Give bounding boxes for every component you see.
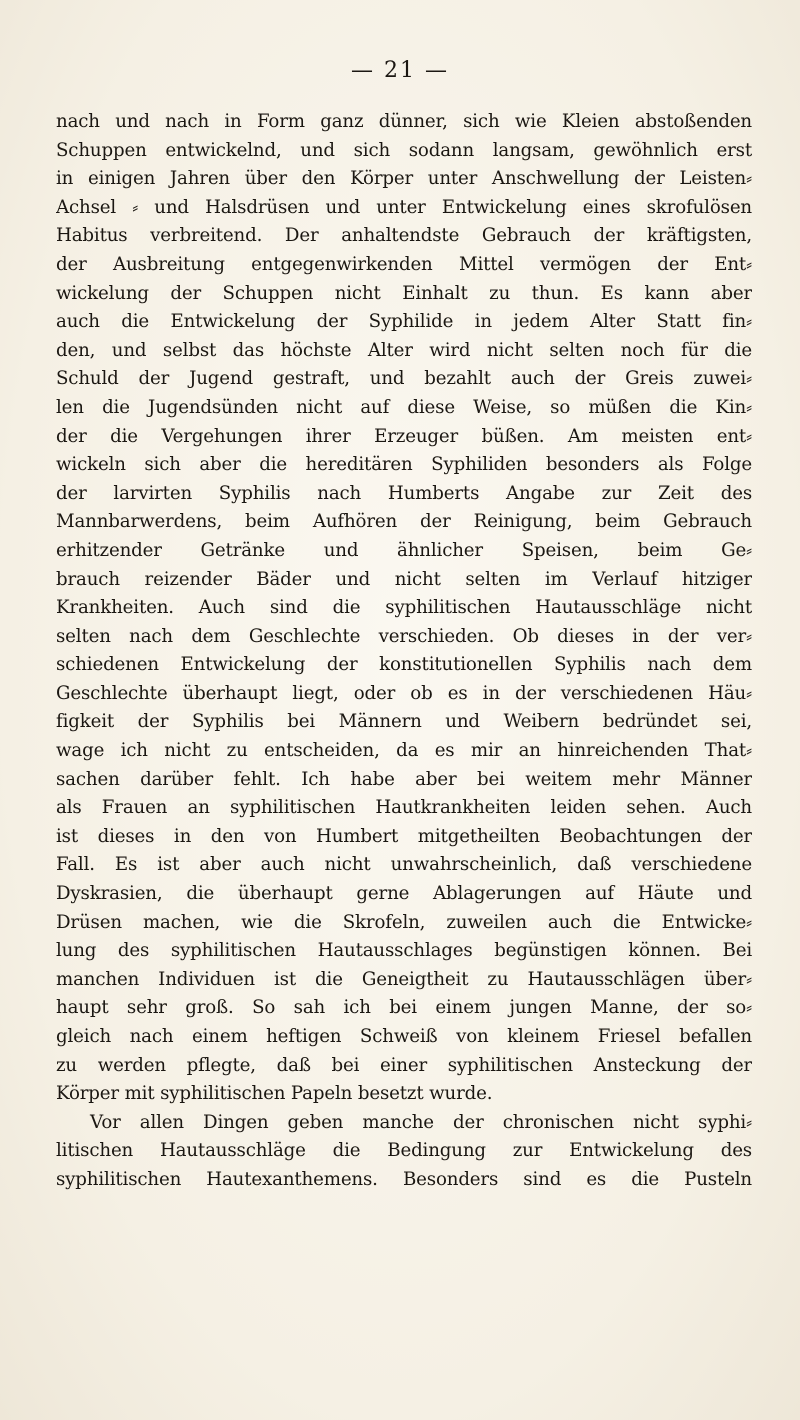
text-line: lung des syphilitischen Hautausschlages begünstigen können. Bei bbox=[56, 940, 752, 962]
text-line: Geschlechte überhaupt liegt, oder ob es in der verschiedenen Häu⸗ bbox=[56, 682, 752, 704]
text-line: syphilitischen Hautexanthemens. Besonders sind es die Pusteln bbox=[56, 1168, 752, 1190]
text-line: litischen Hautausschläge die Bedingung zur Entwickelung des bbox=[56, 1140, 752, 1162]
text-line: Schuppen entwickelnd, und sich sodann langsam, gewöhnlich erst bbox=[56, 139, 752, 161]
text-line: selten nach dem Geschlechte verschieden. Ob dieses in der ver⸗ bbox=[56, 625, 752, 647]
text-line: brauch reizender Bäder und nicht selten im Verlauf hitziger bbox=[56, 568, 752, 590]
text-line: der die Vergehungen ihrer Erzeuger büßen. Am meisten ent⸗ bbox=[56, 425, 752, 447]
text-line: in einigen Jahren über den Körper unter Anschwellung der Leisten⸗ bbox=[56, 168, 752, 190]
text-line: Fall. Es ist aber auch nicht unwahrscheinlich, daß verschiedene bbox=[56, 854, 752, 876]
text-line: den, und selbst das höchste Alter wird nicht selten noch für die bbox=[56, 339, 752, 361]
text-line: zu werden pflegte, daß bei einer syphilitischen Ansteckung der bbox=[56, 1054, 752, 1076]
body-text bbox=[56, 108, 752, 1195]
text-line: Körper mit syphilitischen Papeln besetzt wurde. bbox=[56, 1083, 493, 1105]
text-line: Schuld der Jugend gestraft, und bezahlt auch der Greis zuwei⸗ bbox=[56, 368, 752, 390]
text-line: wickelung der Schuppen nicht Einhalt zu thun. Es kann aber bbox=[56, 282, 752, 304]
text-line: der larvirten Syphilis nach Humberts Angabe zur Zeit des bbox=[56, 482, 752, 504]
text-line: nach und nach in Form ganz dünner, sich wie Kleien abstoßenden bbox=[56, 111, 752, 132]
text-line: als Frauen an syphilitischen Hautkrankheiten leiden sehen. Auch bbox=[56, 797, 752, 819]
text-line: schiedenen Entwickelung der konstitutionellen Syphilis nach dem bbox=[56, 654, 752, 676]
text-line: Vor allen Dingen geben manche der chronischen nicht syphi⸗ bbox=[90, 1111, 752, 1133]
text-line: erhitzender Getränke und ähnlicher Speisen, beim Ge⸗ bbox=[56, 539, 752, 561]
text-line: wickeln sich aber die hereditären Syphiliden besonders als Folge bbox=[56, 454, 752, 476]
text-line: Habitus verbreitend. Der anhaltendste Gebrauch der kräftigsten, bbox=[56, 225, 752, 247]
text-line: len die Jugendsünden nicht auf diese Weise, so müßen die Kin⸗ bbox=[56, 396, 752, 418]
text-line: Krankheiten. Auch sind die syphilitischen Hautausschläge nicht bbox=[56, 597, 752, 619]
page-number: — 21 — bbox=[351, 58, 449, 83]
text-line: Mannbarwerdens, beim Aufhören der Reinigung, beim Gebrauch bbox=[56, 511, 752, 533]
text-line: auch die Entwickelung der Syphilide in jedem Alter Statt fin⸗ bbox=[56, 311, 752, 333]
text-line: Achsel ⸗ und Halsdrüsen und unter Entwickelung eines skrofulösen bbox=[56, 196, 752, 218]
text-line: sachen darüber fehlt. Ich habe aber bei weitem mehr Männer bbox=[56, 768, 752, 790]
text-line: manchen Individuen ist die Geneigtheit zu Hautausschlägen über⸗ bbox=[56, 968, 752, 990]
text-line: der Ausbreitung entgegenwirkenden Mittel vermögen der Ent⸗ bbox=[56, 253, 752, 275]
text-line: figkeit der Syphilis bei Männern und Weibern bedründet sei, bbox=[56, 711, 752, 733]
text-line: ist dieses in den von Humbert mitgetheilten Beobachtungen der bbox=[56, 825, 752, 847]
text-line: Drüsen machen, wie die Skrofeln, zuweilen auch die Entwicke⸗ bbox=[56, 911, 752, 933]
text-line: haupt sehr groß. So sah ich bei einem jungen Manne, der so⸗ bbox=[56, 997, 752, 1019]
text-line: gleich nach einem heftigen Schweiß von kleinem Friesel befallen bbox=[56, 1026, 752, 1047]
text-line: Dyskrasien, die überhaupt gerne Ablagerungen auf Häute und bbox=[56, 883, 752, 905]
text-line: wage ich nicht zu entscheiden, da es mir an hinreichenden That⸗ bbox=[56, 740, 752, 762]
